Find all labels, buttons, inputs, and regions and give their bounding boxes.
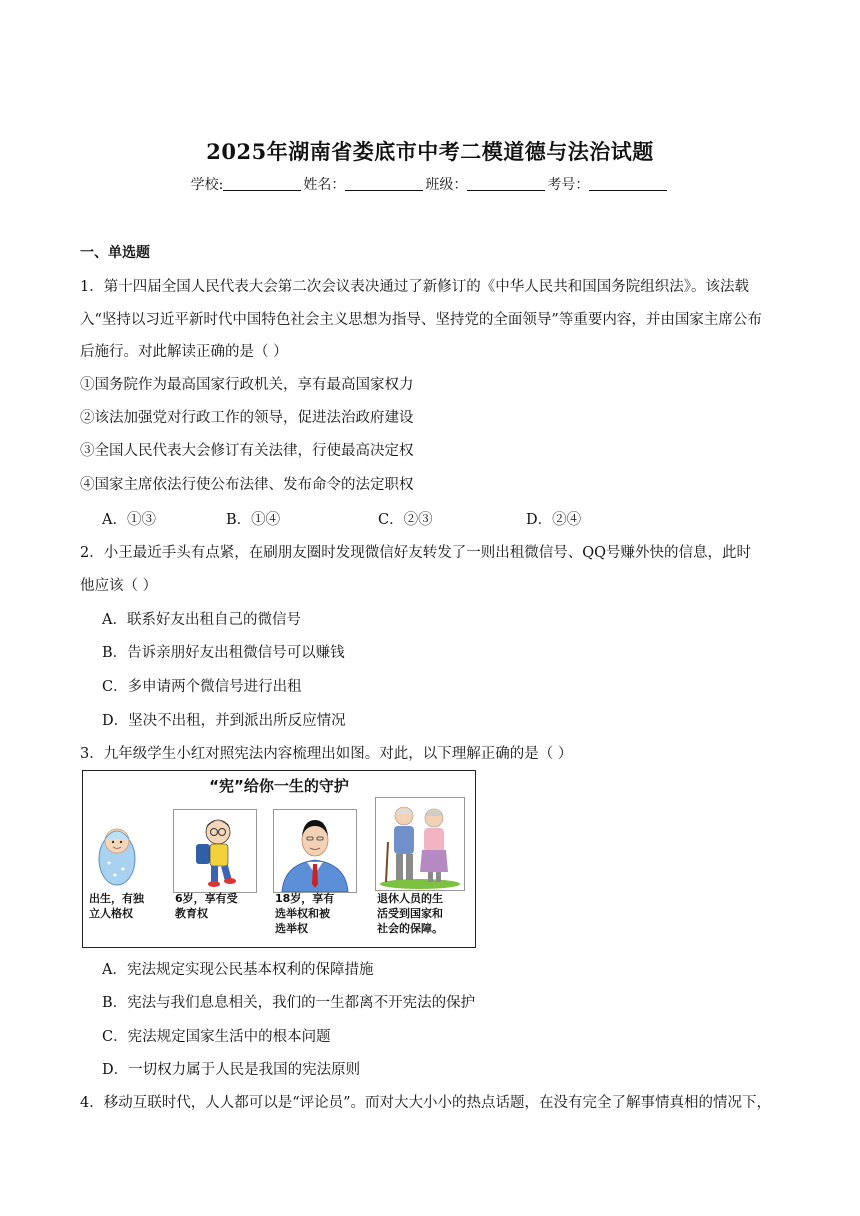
figure-title: “宪”给你一生的守护 bbox=[209, 777, 349, 795]
q3-option-b[interactable]: B．宪法与我们息息相关，我们的一生都离不开宪法的保护 bbox=[102, 995, 476, 1011]
caption-election: 18岁，享有 选举权和被 选举权 bbox=[275, 892, 335, 935]
class-label: 班级： bbox=[425, 177, 468, 193]
panel-baby bbox=[95, 817, 139, 887]
elderly-couple-icon bbox=[376, 798, 464, 890]
q1-statement-1: ①国务院作为最高国家行政机关，享有最高国家权力 bbox=[80, 377, 414, 393]
baby-icon bbox=[95, 817, 139, 887]
q1-line-2: 入“坚持以习近平新时代中国特色社会主义思想为指导、坚持党的全面领导”等重要内容，并由国家主席公布 bbox=[80, 312, 762, 328]
class-blank[interactable] bbox=[467, 176, 545, 191]
q2-option-a[interactable]: A．联系好友出租自己的微信号 bbox=[102, 612, 301, 628]
panel-adult bbox=[273, 809, 357, 893]
q1-option-b[interactable]: B．①④ bbox=[226, 512, 281, 528]
school-blank[interactable] bbox=[223, 176, 301, 191]
q3-option-c[interactable]: C．宪法规定国家生活中的根本问题 bbox=[102, 1029, 331, 1045]
q3-line-1: 3．九年级学生小红对照宪法内容梳理出如图。对此，以下理解正确的是（ ） bbox=[80, 746, 573, 762]
q1-statement-2: ②该法加强党对行政工作的领导，促进法治政府建设 bbox=[80, 410, 414, 426]
schoolchild-icon bbox=[174, 810, 256, 892]
section-heading: 一、单选题 bbox=[80, 245, 150, 261]
caption-education: 6岁，享有受 教育权 bbox=[175, 892, 238, 920]
q1-statement-3: ③全国人民代表大会修订有关法律，行使最高决定权 bbox=[80, 443, 414, 459]
q1-option-d[interactable]: D．②④ bbox=[526, 512, 582, 528]
q1-statement-4: ④国家主席依法行使公布法律、发布命令的法定职权 bbox=[80, 477, 414, 493]
q4-line-1: 4．移动互联时代，人人都可以是“评论员”。而对大大小小的热点话题，在没有完全了解事情真相的情况下， bbox=[80, 1095, 772, 1111]
school-label: 学校: bbox=[190, 177, 224, 193]
name-blank[interactable] bbox=[345, 176, 423, 191]
q2-option-d[interactable]: D．坚决不出租，并到派出所反应情况 bbox=[102, 713, 346, 729]
name-label: 姓名： bbox=[303, 177, 346, 193]
q1-line-1: 1．第十四届全国人民代表大会第二次会议表决通过了新修订的《中华人民共和国国务院组织法》。该法载 bbox=[80, 279, 749, 295]
caption-retirement: 退休人员的生 活受到国家和 社会的保障。 bbox=[377, 892, 443, 935]
q2-line-1: 2．小王最近手头有点紧，在刷朋友圈时发现微信好友转发了一则出租微信号、QQ号赚外快的信息，此时 bbox=[80, 545, 751, 561]
panel-child bbox=[173, 809, 257, 893]
adult-man-icon bbox=[274, 810, 356, 892]
caption-birth: 出生，有独 立人格权 bbox=[89, 892, 144, 920]
page-title: 2025年湖南省娄底市中考二模道德与法治试题 bbox=[206, 139, 654, 164]
q1-options bbox=[102, 508, 702, 528]
q1-option-c[interactable]: C．②③ bbox=[378, 512, 433, 528]
q3-option-d[interactable]: D．一切权力属于人民是我国的宪法原则 bbox=[102, 1062, 361, 1078]
q2-line-2: 他应该（ ） bbox=[80, 578, 158, 594]
q2-option-c[interactable]: C．多申请两个微信号进行出租 bbox=[102, 679, 302, 695]
student-info-line bbox=[0, 174, 860, 194]
constitution-figure bbox=[82, 770, 476, 948]
panel-elderly bbox=[375, 797, 465, 891]
number-blank[interactable] bbox=[589, 176, 667, 191]
number-label: 考号： bbox=[547, 177, 590, 193]
q2-option-b[interactable]: B．告诉亲朋好友出租微信号可以赚钱 bbox=[102, 645, 345, 661]
q1-option-a[interactable]: A．①③ bbox=[102, 512, 156, 528]
q1-line-3: 后施行。对此解读正确的是（ ） bbox=[80, 344, 288, 360]
q3-option-a[interactable]: A．宪法规定实现公民基本权利的保障措施 bbox=[102, 962, 374, 978]
